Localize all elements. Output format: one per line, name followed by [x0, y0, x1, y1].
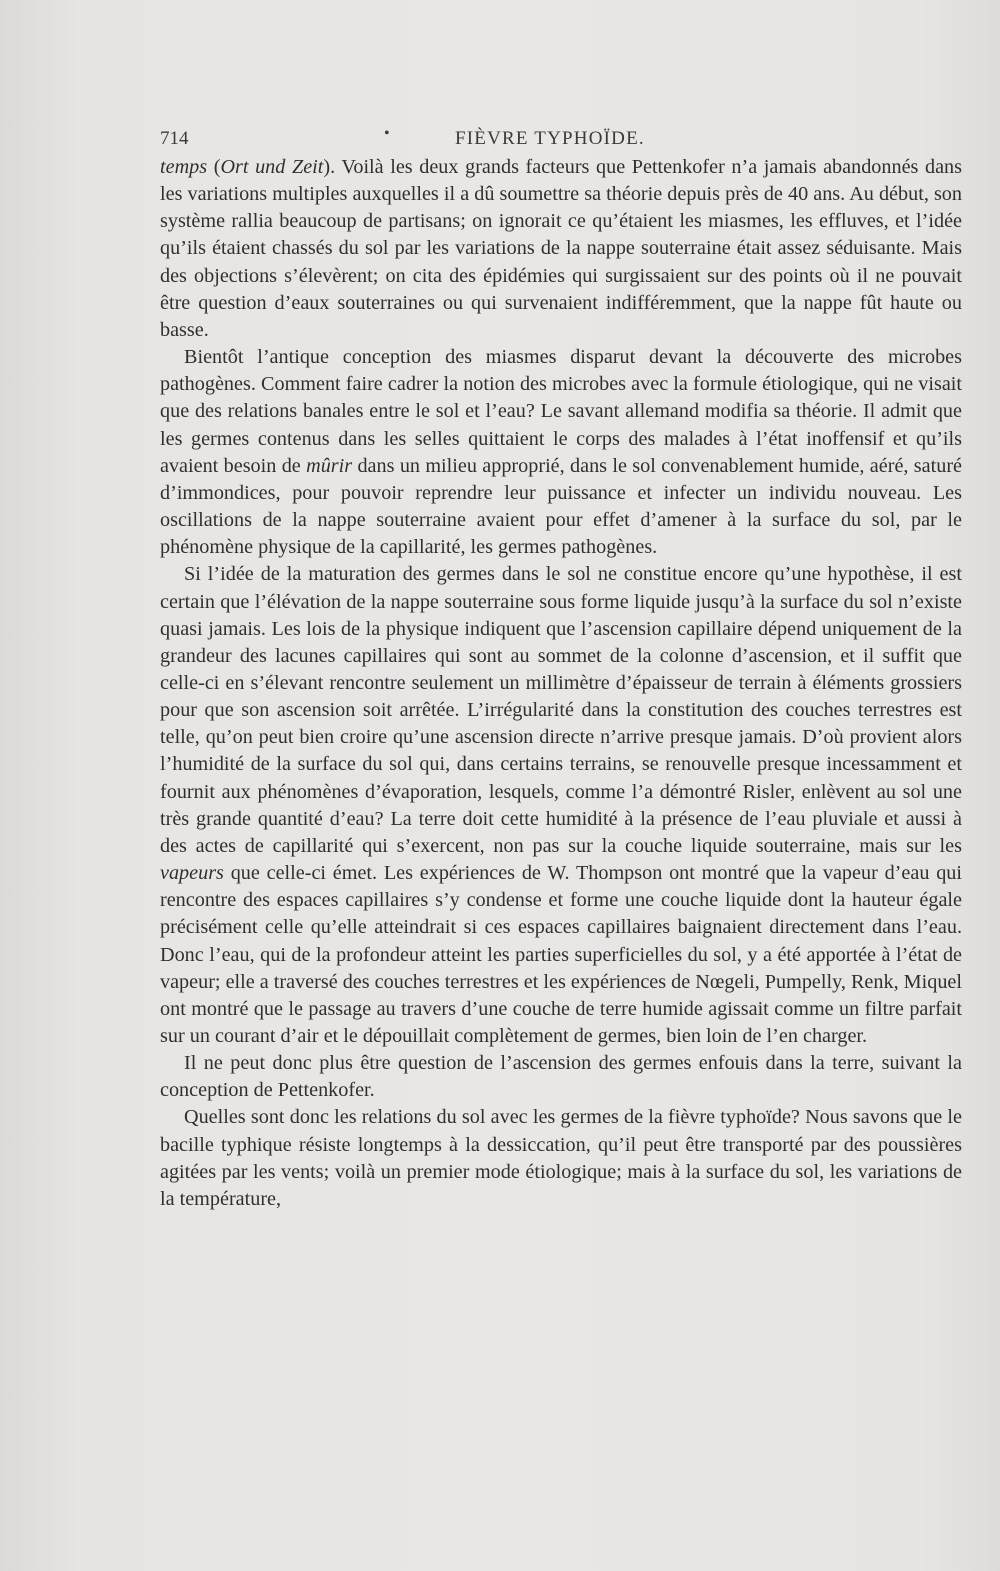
- paragraph: [160, 154, 962, 344]
- italic-text: mûrir: [306, 454, 353, 477]
- text-run: dans un milieu approprié, dans le sol convenablement humide, aéré, saturé d’immondices, pour pouvoir reprendre leur puissance et infecter un individu nouveau. Les oscillations de la nappe souterraine avaient pour effet d’amener à la surface du sol, par le phénomène physique de la capillarité, les germes pathogènes.: [160, 454, 963, 559]
- text-run: Si l’idée de la maturation des germes dans le sol ne constitue encore qu’une hypothèse, il est certain que l’élévation de la nappe souterraine sous forme liquide jusqu’à la surface du sol n’existe quasi jamais. Les lois de la physique indiquent que l’ascension capillaire dépend uniquement de la grandeur des lacunes capillaires qui sont au sommet de la colonne d’ascension, et il suffit que celle-ci en s’élevant rencontre seulement un millimètre d’épaisseur de terrain à éléments grossiers pour que son ascension soit arrêtée. L’irrégularité dans la constitution des couches terrestres est telle, qu’on peut bien croire qu’une ascension directe n’arrive presque jamais. D’où provient alors l’humidité de la surface du sol qui, dans certains terrains, se renouvelle presque incessamment et fournit aux phénomènes d’évaporation, lesquels, comme l’a démontré Risler, enlèvent au sol une très grande quantité d’eau? La terre doit cette humidité à la présence de l’eau pluviale et aussi à des actes de capillarité qui s’exercent, non pas sur la couche liquide souterraine, mais sur les: [160, 563, 962, 857]
- italic-text: vapeurs: [160, 862, 224, 885]
- italic-text: Ort und Zeit: [220, 156, 324, 178]
- text-run: (: [207, 156, 221, 178]
- italic-text: temps: [160, 156, 208, 178]
- paragraph: [160, 1050, 962, 1104]
- text-run: Quelles sont donc les relations du sol avec les germes de la fièvre typhoïde? Nous savons que le bacille typhique résiste longtemps à la dessiccation, qu’il peut être transporté par des poussières agitées par les vents; voilà un premier mode étiologique; mais à la surface du sol, les variations de la température,: [160, 1106, 962, 1210]
- text-run: Il ne peut donc plus être question de l’ascension des germes enfouis dans la terre, suivant la conception de Pettenkofer.: [160, 1052, 962, 1102]
- paragraph: [160, 561, 962, 1050]
- running-title: FIÈVRE TYPHOÏDE.: [455, 128, 645, 149]
- paragraph: [160, 1104, 962, 1213]
- page-number: 714: [160, 128, 189, 149]
- body-text: [160, 154, 962, 1213]
- paragraph: [160, 344, 962, 561]
- text-run: que celle-ci émet. Les expériences de W. Thompson ont montré que la vapeur d’eau qui rencontre des espaces capillaires s’y condense et forme une couche liquide dont la hauteur égale précisément celle qu’elle atteindrait si ces espaces capillaires baignaient directement dans l’eau. Donc l’eau, qui de la profondeur atteint les parties superficielles du sol, y a été apportée à l’état de vapeur; elle a traversé des couches terrestres et les expériences de Nœgeli, Pumpelly, Renk, Miquel ont montré que le passage au travers d’une couche de terre humide agissait comme un filtre parfait sur un courant d’air et le dépouillait complètement de germes, bien loin de l’en charger.: [160, 862, 962, 1047]
- header-bullet: •: [384, 125, 390, 142]
- text-run: ). Voilà les deux grands facteurs que Pettenkofer n’a jamais abandonnés dans les variations multiples auxquelles il a dû soumettre sa théorie depuis près de 40 ans. Au début, son système rallia beaucoup de partisans; on ignorait ce qu’étaient les miasmes, les effluves, et l’idée qu’ils étaient chassés du sol par les variations de la nappe souterraine était assez séduisante. Mais des objections s’élevèrent; on cita des épidémies qui surgissaient sur des points où il ne pouvait être question d’eaux souterraines ou qui survenaient indifféremment, que la nappe fût haute ou basse.: [160, 156, 962, 341]
- page-header: [160, 125, 962, 156]
- text-run: Bientôt l’antique conception des miasmes disparut devant la découverte des microbes pathogènes. Comment faire cadrer la notion des microbes avec la formule étiologique, qui ne visait que des relations banales entre le sol et l’eau? Le savant allemand modifia sa théorie. Il admit que les germes contenus dans les selles quittaient le corps des malades à l’état inoffensif et qu’ils avaient besoin de: [160, 346, 962, 477]
